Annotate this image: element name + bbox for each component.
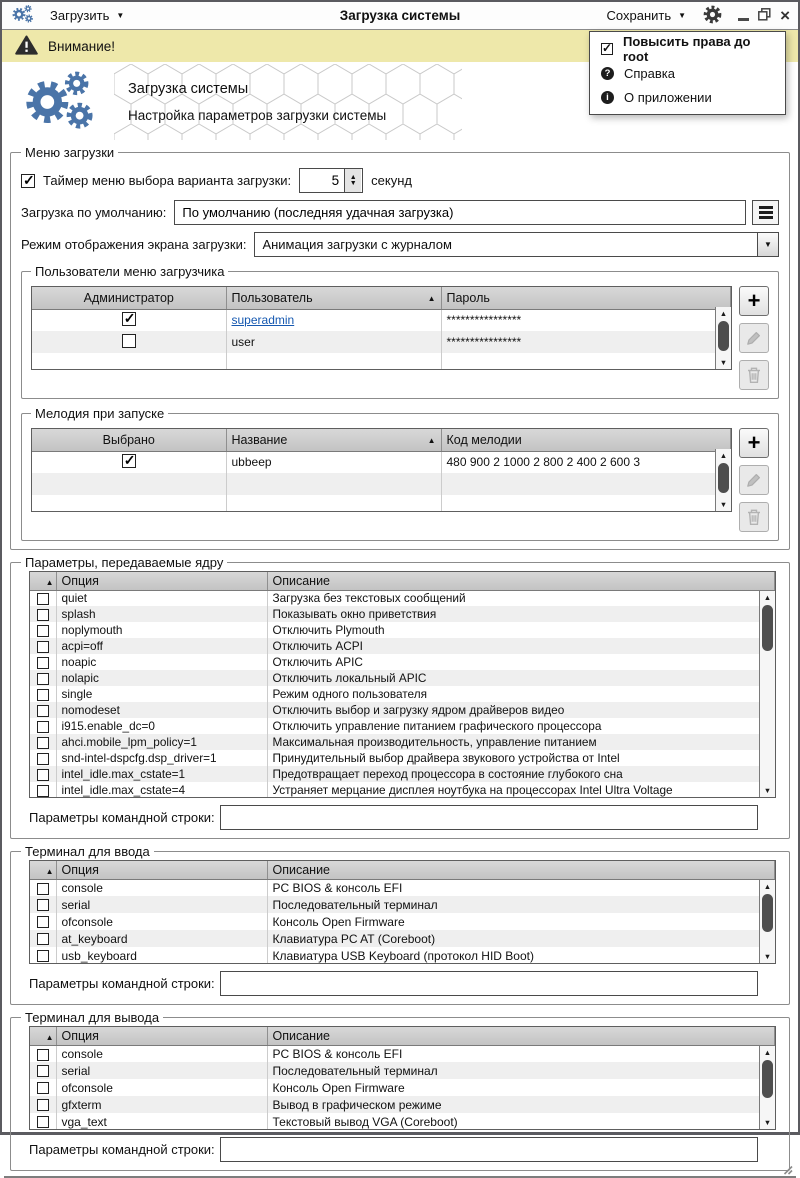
checkbox-checked-icon [601,43,613,55]
table-row[interactable] [30,734,775,750]
row-checkbox[interactable] [37,1116,49,1128]
sort-ascending-icon[interactable]: ▲ [45,867,54,877]
spin-up-icon[interactable]: ▲ [349,173,357,181]
trash-icon [746,366,762,384]
chevron-down-icon[interactable]: ▼ [757,233,778,256]
delete-melody-button[interactable] [739,502,769,532]
scroll-up-icon[interactable]: ▲ [719,309,728,318]
scroll-up-icon[interactable]: ▲ [763,882,772,891]
row-checkbox[interactable] [37,753,49,765]
scroll-down-icon[interactable]: ▼ [719,358,728,367]
empty-table-row [32,495,731,512]
row-checkbox[interactable] [37,769,49,781]
close-button[interactable]: × [780,5,790,25]
help-icon: ? [601,67,614,80]
table-cell: ofconsole [56,1079,267,1096]
save-dropdown-menu [589,31,786,115]
delete-user-button[interactable] [739,360,769,390]
warning-text: Внимание! [48,38,116,54]
scroll-up-icon[interactable]: ▲ [763,1048,772,1057]
menu-item-about[interactable] [590,85,785,109]
table-cell: Консоль Open Firmware [267,913,775,930]
table-cell: Предотвращает переход процессора в состояние глубокого сна [267,766,775,782]
table-scrollbar[interactable] [759,880,775,963]
user-link[interactable]: superadmin [231,313,295,328]
table-cell: Отключить локальный APIC [267,670,775,686]
chevron-down-icon: ▼ [678,10,687,20]
row-checkbox[interactable] [37,705,49,717]
table-row[interactable] [30,1079,775,1096]
column-header[interactable]: Описание [267,572,775,590]
table-cell: Максимальная производительность, управление питанием [267,734,775,750]
table-row[interactable] [30,638,775,654]
table-cell: serial [56,896,267,913]
table-cell: ahci.mobile_lpm_policy=1 [56,734,267,750]
section-legend: Меню загрузки [25,145,115,160]
table-cell: quiet [56,590,267,606]
sort-ascending-icon[interactable]: ▲ [45,578,54,588]
table-cell: at_keyboard [56,930,267,947]
table-row[interactable] [30,947,775,964]
table-row[interactable] [30,879,775,896]
load-button-label: Загрузить [50,8,110,23]
table-scrollbar[interactable] [715,307,731,369]
edit-user-button[interactable] [739,323,769,353]
section-legend: Терминал для ввода [25,844,150,859]
timer-unit-label: секунд [371,173,412,188]
pencil-icon [745,329,763,347]
table-cell: Клавиатура PC AT (Coreboot) [267,930,775,947]
table-header-row [30,572,775,590]
scroll-down-icon[interactable]: ▼ [719,500,728,509]
table-cell: Режим одного пользователя [267,686,775,702]
table-row[interactable] [30,1045,775,1062]
timer-checkbox[interactable] [21,174,35,188]
table-row[interactable] [30,686,775,702]
cmdline-label: Параметры командной строки: [29,1142,215,1157]
combobox-value: Анимация загрузки с журналом [262,237,452,252]
table-cell: 480 900 2 1000 2 800 2 400 2 600 3 [441,451,731,473]
column-header[interactable]: Администратор [32,287,226,309]
scroll-down-icon[interactable]: ▼ [763,952,772,961]
row-checkbox[interactable] [37,1049,49,1061]
table-row[interactable] [30,654,775,670]
section-legend: Параметры, передаваемые ядру [25,555,224,570]
row-checkbox[interactable] [37,609,49,621]
table-cell: Текстовый вывод VGA (Coreboot) [267,1113,775,1130]
display-mode-combobox[interactable] [254,232,779,257]
table-cell: Показывать окно приветствия [267,606,775,622]
table-cell: console [56,879,267,896]
section-legend: Мелодия при запуске [35,406,165,421]
table-cell: Загрузка без текстовых сообщений [267,590,775,606]
table-cell: noapic [56,654,267,670]
default-boot-input[interactable] [174,200,746,225]
terminal-output-cmdline-input[interactable] [220,1137,758,1162]
column-header[interactable] [30,572,56,590]
startup-melody-section [21,406,779,541]
table-scrollbar[interactable] [759,591,775,797]
column-header[interactable]: Пароль [441,287,731,309]
table-cell: Отключить управление питанием графического процессора [267,718,775,734]
row-checkbox[interactable] [37,1082,49,1094]
column-header[interactable]: Опция [56,572,267,590]
table-cell: **************** [441,309,731,331]
table-cell: user [226,331,441,353]
table-row[interactable] [32,451,731,473]
menu-item-label: О приложении [624,89,712,105]
timer-spinbox[interactable] [299,168,363,193]
scroll-thumb[interactable] [718,321,729,351]
table-row[interactable] [30,702,775,718]
timer-label: Таймер меню выбора варианта загрузки: [43,173,292,188]
info-icon: i [601,91,614,104]
terminal-output-table [29,1026,776,1130]
toolbar [2,2,798,30]
display-mode-label: Режим отображения экрана загрузки: [21,237,247,252]
menu-item-help[interactable] [590,61,785,85]
table-row[interactable] [30,930,775,947]
column-header[interactable]: Описание [267,1027,775,1045]
table-cell: usb_keyboard [56,947,267,964]
column-header[interactable] [30,861,56,879]
spin-down-icon[interactable]: ▼ [349,179,357,187]
row-checkbox[interactable] [37,721,49,733]
table-row[interactable] [30,622,775,638]
table-cell: PC BIOS & консоль EFI [267,879,775,896]
row-checkbox[interactable] [37,883,49,895]
table-cell: Принудительный выбор драйвера звукового устройства от Intel [267,750,775,766]
table-header-row [32,429,731,451]
table-cell: Последовательный терминал [267,896,775,913]
default-boot-menu-button[interactable] [752,200,779,225]
row-checkbox[interactable] [37,1065,49,1077]
table-cell: snd-intel-dspcfg.dsp_driver=1 [56,750,267,766]
menu-item-elevate-root[interactable] [590,34,785,64]
table-cell: Отключить выбор и загрузку ядром драйверов видео [267,702,775,718]
boot-menu-section [10,145,790,550]
window-title: Загрузка системы [339,8,461,23]
edit-melody-button[interactable] [739,465,769,495]
row-checkbox[interactable] [37,933,49,945]
app-logo-gears-icon [10,3,37,28]
table-row[interactable] [30,718,775,734]
app-logo-gears-icon [18,70,106,135]
table-cell: nomodeset [56,702,267,718]
users-table [31,286,732,370]
row-checkbox[interactable] [122,454,136,468]
table-row[interactable] [30,590,775,606]
table-cell: ofconsole [56,913,267,930]
timer-value-input[interactable] [300,169,344,192]
row-checkbox[interactable] [37,673,49,685]
table-row[interactable] [32,309,731,331]
empty-table-row [32,353,731,370]
save-button-label: Сохранить [606,8,672,23]
column-header[interactable]: Описание [267,861,775,879]
add-user-button[interactable]: + [739,286,769,316]
minimize-button[interactable] [738,18,749,21]
cmdline-label: Параметры командной строки: [29,976,215,991]
column-header[interactable]: Код мелодии [441,429,731,451]
table-row[interactable] [30,750,775,766]
kernel-params-table [29,571,776,798]
row-checkbox[interactable] [37,593,49,605]
row-checkbox[interactable] [37,689,49,701]
table-cell: serial [56,1062,267,1079]
table-cell: ubbeep [226,451,441,473]
cmdline-label: Параметры командной строки: [29,810,215,825]
row-checkbox[interactable] [122,312,136,326]
column-header[interactable]: Название ▲ [226,429,441,451]
table-row[interactable] [30,606,775,622]
table-cell: nolapic [56,670,267,686]
table-scrollbar[interactable] [715,449,731,511]
table-row[interactable] [30,670,775,686]
spinner-arrows[interactable] [344,169,361,192]
terminal-input-section [10,844,790,1005]
table-cell: acpi=off [56,638,267,654]
table-cell: Последовательный терминал [267,1062,775,1079]
table-row[interactable] [30,782,775,798]
empty-table-row [32,473,731,495]
row-checkbox[interactable] [122,334,136,348]
row-checkbox[interactable] [37,625,49,637]
menu-item-label: Повысить права до root [623,34,751,64]
terminal-input-table [29,860,776,964]
table-cell: intel_idle.max_cstate=4 [56,782,267,798]
table-row[interactable] [30,896,775,913]
row-checkbox[interactable] [37,737,49,749]
table-row[interactable] [30,1096,775,1113]
table-row[interactable] [30,913,775,930]
column-header[interactable]: Опция [56,1027,267,1045]
table-row[interactable] [32,331,731,353]
table-cell: splash [56,606,267,622]
chevron-down-icon: ▼ [116,10,125,20]
table-cell: noplymouth [56,622,267,638]
column-header[interactable] [30,1027,56,1045]
add-melody-button[interactable]: + [739,428,769,458]
pencil-icon [745,471,763,489]
melody-table [31,428,732,512]
page-title: Загрузка системы [128,81,249,97]
table-cell: Клавиатура USB Keyboard (протокол HID Boot) [267,947,775,964]
row-checkbox[interactable] [37,641,49,653]
table-cell: Устраняет мерцание дисплея ноутбука на процессорах Intel Ultra Voltage [267,782,775,798]
column-header[interactable]: Выбрано [32,429,226,451]
table-scrollbar[interactable] [759,1046,775,1129]
table-cell: Отключить Plymouth [267,622,775,638]
row-checkbox[interactable] [37,899,49,911]
scroll-up-icon[interactable]: ▲ [763,593,772,602]
column-header[interactable]: Опция [56,861,267,879]
table-cell: intel_idle.max_cstate=1 [56,766,267,782]
table-cell: i915.enable_dc=0 [56,718,267,734]
table-cell: gfxterm [56,1096,267,1113]
table-cell: vga_text [56,1113,267,1130]
column-header[interactable]: Пользователь ▲ [226,287,441,309]
scroll-thumb[interactable] [718,463,729,493]
terminal-input-cmdline-input[interactable] [220,971,758,996]
default-boot-label: Загрузка по умолчанию: [21,205,167,220]
table-header-row [30,861,775,879]
table-cell: Отключить APIC [267,654,775,670]
trash-icon [746,508,762,526]
table-row[interactable] [30,1113,775,1130]
table-cell: Консоль Open Firmware [267,1079,775,1096]
terminal-output-section [10,1010,790,1171]
table-cell [226,309,441,331]
scroll-up-icon[interactable]: ▲ [719,451,728,460]
scroll-down-icon[interactable]: ▼ [763,786,772,795]
scroll-thumb[interactable] [762,894,773,932]
sort-ascending-icon[interactable]: ▲ [427,293,436,303]
row-checkbox[interactable] [37,657,49,669]
warning-triangle-icon [15,35,38,58]
table-row[interactable] [30,1062,775,1079]
section-legend: Пользователи меню загрузчика [35,264,225,279]
kernel-cmdline-input[interactable] [220,805,758,830]
table-row[interactable] [30,766,775,782]
resize-grip-icon[interactable] [780,1162,793,1175]
section-legend: Терминал для вывода [25,1010,160,1025]
sort-ascending-icon[interactable]: ▲ [45,1033,54,1043]
row-checkbox[interactable] [37,916,49,928]
scroll-down-icon[interactable]: ▼ [763,1118,772,1127]
table-cell: console [56,1045,267,1062]
sort-ascending-icon[interactable]: ▲ [427,435,436,445]
table-cell: Отключить ACPI [267,638,775,654]
row-checkbox[interactable] [37,785,49,797]
row-checkbox[interactable] [37,1099,49,1111]
table-header-row [30,1027,775,1045]
scroll-thumb[interactable] [762,605,773,651]
scroll-thumb[interactable] [762,1060,773,1098]
save-button[interactable] [602,6,692,25]
settings-gear-icon[interactable] [703,5,722,27]
table-cell: Вывод в графическом режиме [267,1096,775,1113]
load-button[interactable] [45,6,129,25]
table-cell: single [56,686,267,702]
page-subtitle: Настройка параметров загрузки системы [128,108,387,123]
table-header-row [32,287,731,309]
kernel-params-section [10,555,790,839]
row-checkbox[interactable] [37,950,49,962]
table-cell: **************** [441,331,731,353]
maximize-button[interactable] [758,8,771,24]
menu-item-label: Справка [624,65,675,81]
boot-users-section [21,264,779,399]
table-cell: PC BIOS & консоль EFI [267,1045,775,1062]
